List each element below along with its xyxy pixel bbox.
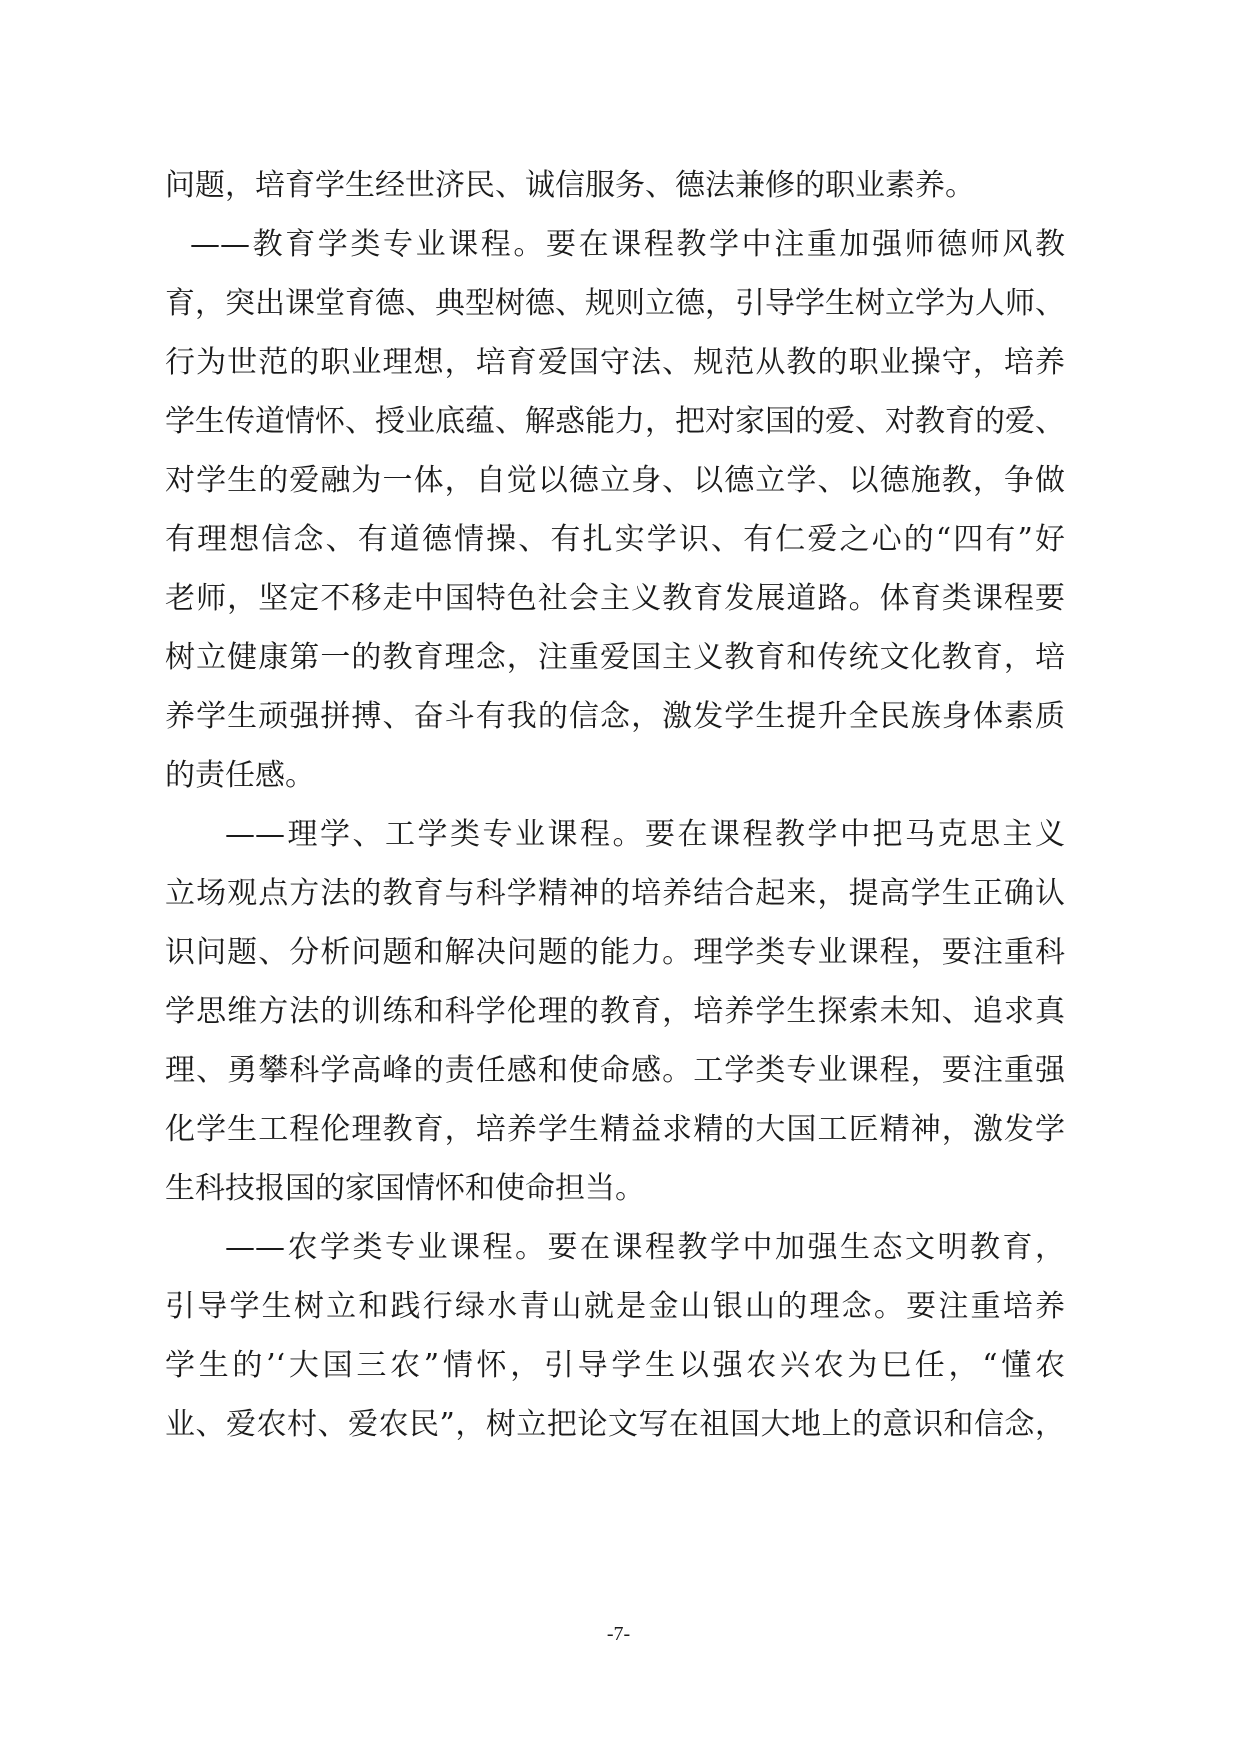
text-line: 老师，坚定不移走中国特色社会主义教育发展道路。体育类课程要 <box>165 581 1065 616</box>
text-line: ——理学、工学类专业课程。要在课程教学中把马克思主义 <box>225 817 1065 852</box>
text-line: 的责任感。 <box>165 758 315 793</box>
text-line: 行为世范的职业理想，培育爱国守法、规范从教的职业操守，培养 <box>165 345 1065 380</box>
text-line: 业、爱农村、爱农民”，树立把论文写在祖国大地上的意识和信念， <box>165 1407 1065 1442</box>
text-line: 生科技报国的家国情怀和使命担当。 <box>165 1171 645 1206</box>
text-line: 学生传道情怀、授业底蕴、解惑能力，把对家国的爱、对教育的爱、 <box>165 404 1065 439</box>
text-line: 理、勇攀科学高峰的责任感和使命感。工学类专业课程，要注重强 <box>165 1053 1065 1088</box>
text-line: 对学生的爱融为一体，自觉以德立身、以德立学、以德施教，争做 <box>165 463 1065 498</box>
text-line: 引导学生树立和践行绿水青山就是金山银山的理念。要注重培养 <box>165 1289 1065 1324</box>
text-line: 问题，培育学生经世济民、诚信服务、德法兼修的职业素养。 <box>165 168 975 203</box>
text-line: ——农学类专业课程。要在课程教学中加强生态文明教育， <box>225 1230 1065 1265</box>
text-line: 识问题、分析问题和解决问题的能力。理学类专业课程，要注重科 <box>165 935 1065 970</box>
text-line: 有理想信念、有道德情操、有扎实学识、有仁爱之心的“四有”好 <box>165 522 1065 557</box>
text-line: 立场观点方法的教育与科学精神的培养结合起来，提高学生正确认 <box>165 876 1065 911</box>
text-line: 树立健康第一的教育理念，注重爱国主义教育和传统文化教育，培 <box>165 640 1065 675</box>
text-line: 学思维方法的训练和科学伦理的教育，培养学生探索未知、追求真 <box>165 994 1065 1029</box>
text-line: 育，突出课堂育德、典型树德、规则立德，引导学生树立学为人师、 <box>165 286 1065 321</box>
text-line: ——教育学类专业课程。要在课程教学中注重加强师德师风教 <box>190 227 1065 262</box>
page-number: -7- <box>606 1623 631 1645</box>
text-line: 学生的’‘大国三农”情怀，引导学生以强农兴农为巳任，“懂农 <box>165 1348 1065 1383</box>
text-line: 养学生顽强拼搏、奋斗有我的信念，激发学生提升全民族身体素质 <box>165 699 1065 734</box>
text-line: 化学生工程伦理教育，培养学生精益求精的大国工匠精神，激发学 <box>165 1112 1065 1147</box>
